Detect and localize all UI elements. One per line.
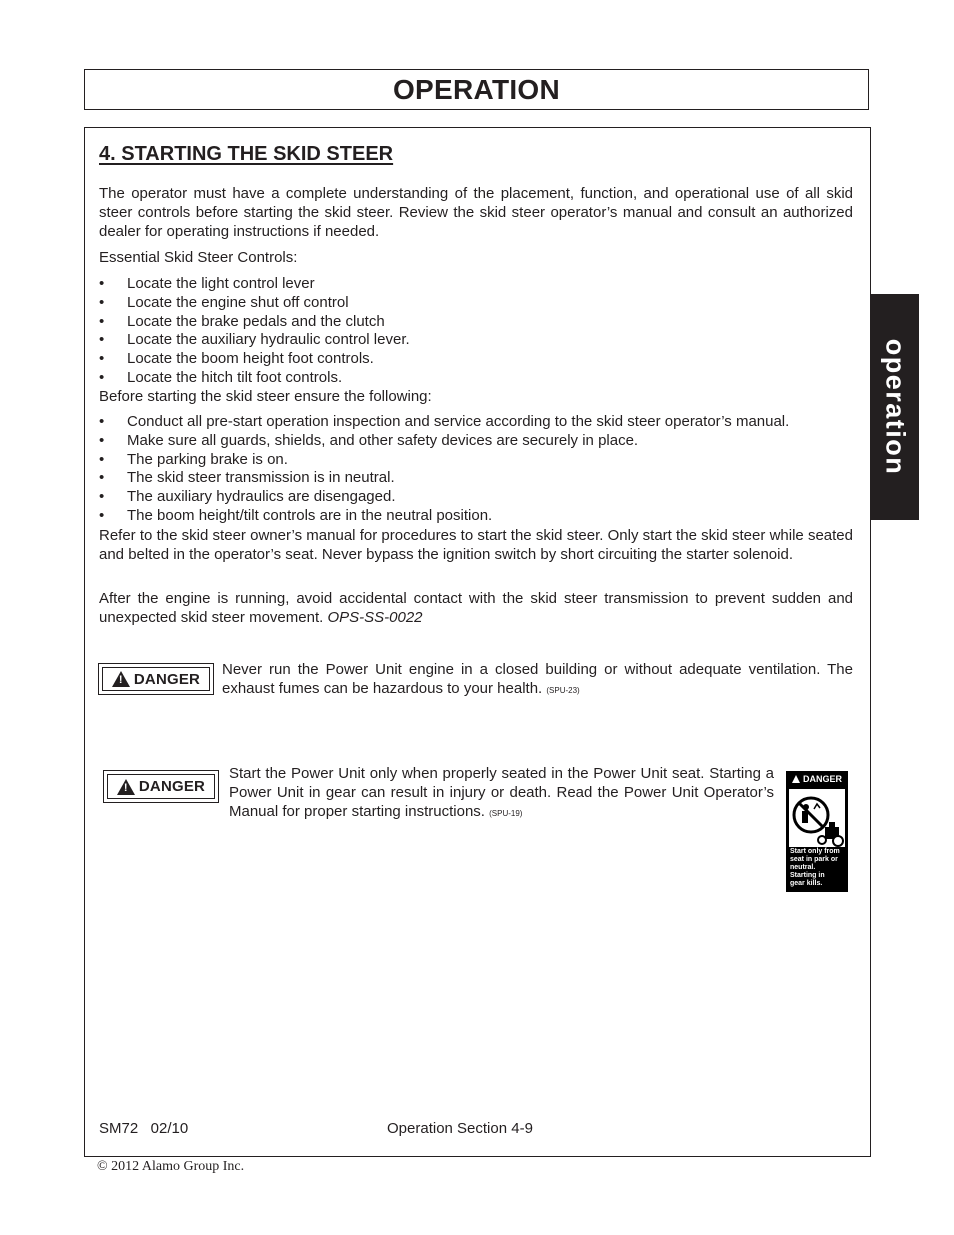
intro-paragraph: The operator must have a complete understanding of the placement, function, and operational use of all skid steer controls before starting the skid steer. Review the skid steer operator’s manual and consult an authorized dealer for operating instructions if needed. xyxy=(99,185,853,240)
controls-list xyxy=(99,275,853,388)
reference-code: (SPU-23) xyxy=(546,686,580,695)
list-item: • Make sure all guards, shields, and other safety devices are securely in place. xyxy=(99,432,853,451)
warning-triangle-icon xyxy=(792,775,800,783)
list-item: • The auxiliary hydraulics are disengaged. xyxy=(99,488,853,507)
list-item: • Locate the engine shut off control xyxy=(99,294,853,313)
danger-label: DANGER xyxy=(138,778,206,795)
list-item: • Locate the brake pedals and the clutch xyxy=(99,313,853,332)
danger-badge xyxy=(103,770,219,803)
warning-triangle-icon: ! xyxy=(112,671,130,687)
list-item: • Locate the boom height foot controls. xyxy=(99,350,853,369)
danger-message-starting: Start the Power Unit only when properly seated in the Power Unit seat. Starting a Power Unit in gear can result in injury or death. Read the Power Unit Operator’s Manual for proper starting instructions. (SPU-19) xyxy=(229,765,774,820)
danger-decal xyxy=(786,771,848,892)
danger-message-exhaust: Never run the Power Unit engine in a closed building or without adequate ventilation. The exhaust fumes can be hazardous to your health. (SPU-23) xyxy=(222,661,853,697)
footer-model-date: SM72 02/10 xyxy=(99,1120,189,1137)
list-item: • Locate the hitch tilt foot controls. xyxy=(99,369,853,388)
controls-heading: Essential Skid Steer Controls: xyxy=(99,249,298,266)
checks-heading: Before starting the skid steer ensure the following: xyxy=(99,388,432,405)
list-item: • Locate the light control lever xyxy=(99,275,853,294)
copyright: © 2012 Alamo Group Inc. xyxy=(97,1159,245,1174)
warning-triangle-icon: ! xyxy=(117,779,135,795)
reference-code: OPS-SS-0022 xyxy=(327,609,423,626)
checks-list xyxy=(99,413,853,526)
after-start-paragraph: After the engine is running, avoid accidental contact with the skid steer transmission to prevent sudden and unexpected skid steer movement. OPS-SS-0022 xyxy=(99,590,853,626)
list-item: • The parking brake is on. xyxy=(99,451,853,470)
procedure-paragraph: Refer to the skid steer owner’s manual for procedures to start the skid steer. Only start the skid steer while seated and belted in the operator’s seat. Never bypass the ignition switch by short circuiting the starter solenoid. xyxy=(99,527,853,563)
decal-text: Start only from seat in park or neutral. Starting in gear kills. xyxy=(790,848,840,887)
footer-page-number: Operation Section 4-9 xyxy=(387,1120,533,1137)
side-tab-label: operation xyxy=(880,338,910,476)
decal-label: DANGER xyxy=(802,774,842,784)
list-item: • Conduct all pre-start operation inspection and service according to the skid steer operator’s manual. xyxy=(99,413,853,432)
side-tab xyxy=(870,294,919,520)
list-item: • The boom height/tilt controls are in the neutral position. xyxy=(99,507,853,526)
page-header-title: OPERATION xyxy=(392,74,561,105)
danger-badge xyxy=(98,663,214,695)
list-item: • The skid steer transmission is in neutral. xyxy=(99,469,853,488)
list-item: • Locate the auxiliary hydraulic control lever. xyxy=(99,331,853,350)
danger-label: DANGER xyxy=(133,670,201,688)
header-box xyxy=(84,69,869,110)
reference-code: (SPU-19) xyxy=(489,809,523,818)
section-title: 4. STARTING THE SKID STEER xyxy=(99,143,394,165)
no-start-from-ground-icon xyxy=(789,789,845,847)
